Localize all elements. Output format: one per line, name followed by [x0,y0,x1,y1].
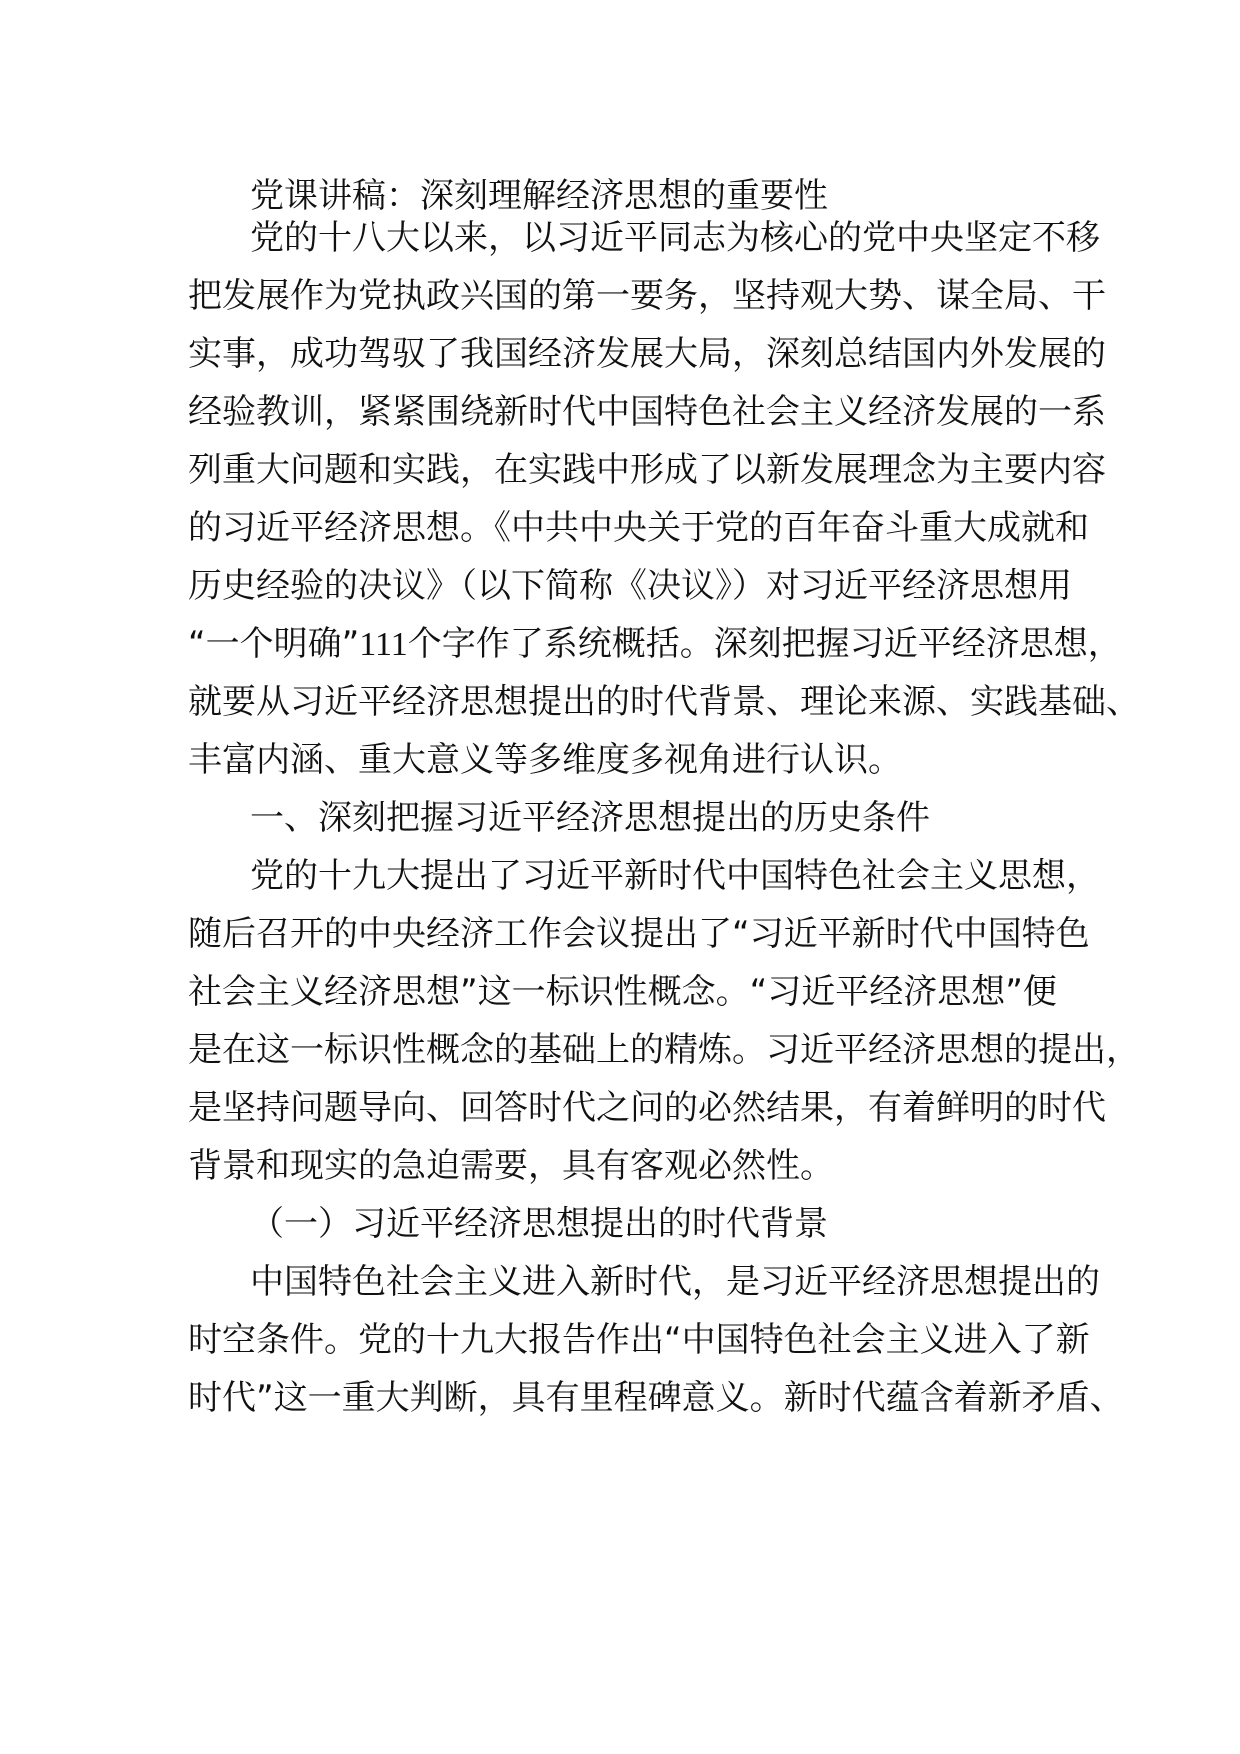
paragraph-line: 实事，成功驾驭了我国经济发展大局，深刻总结国内外发展的 [188,334,1106,374]
paragraph-line: 是在这一标识性概念的基础上的精炼。习近平经济思想的提出， [188,1030,1140,1070]
paragraph-line: 丰富内涵、重大意义等多维度多视角进行认识。 [188,740,902,780]
paragraph-line: 党的十九大提出了习近平新时代中国特色社会主义思想， [250,856,1100,896]
paragraph-line: 背景和现实的急迫需要，具有客观必然性。 [188,1146,834,1186]
paragraph-line: 随后召开的中央经济工作会议提出了“习近平新时代中国特色 [188,914,1090,954]
paragraph-line-rest: 个字作了系统概括。深刻把握习近平经济思想， [407,624,1122,664]
paragraph-line: 社会主义经济思想”这一标识性概念。“习近平经济思想”便 [188,972,1057,1012]
paragraph-line: 就要从习近平经济思想提出的时代背景、理论来源、实践基础、 [188,682,1140,722]
number-text: 111 [359,626,408,663]
section-heading: 一、深刻把握习近平经济思想提出的历史条件 [250,798,930,838]
paragraph-line [188,624,1122,665]
paragraph-line: 是坚持问题导向、回答时代之问的必然结果，有着鲜明的时代 [188,1088,1106,1128]
paragraph-line: 时代”这一重大判断，具有里程碑意义。新时代蕴含着新矛盾、 [188,1378,1124,1418]
paragraph-line: 党的十八大以来，以习近平同志为核心的党中央坚定不移 [250,218,1100,258]
paragraph-line: 经验教训，紧紧围绕新时代中国特色社会主义经济发展的一系 [188,392,1106,432]
paragraph-line: 时空条件。党的十九大报告作出“中国特色社会主义进入了新 [188,1320,1090,1360]
subsection-heading: （一）习近平经济思想提出的时代背景 [250,1204,828,1244]
paragraph-line: 列重大问题和实践，在实践中形成了以新发展理念为主要内容 [188,450,1106,490]
paragraph-line: 的习近平经济思想。《中共中央关于党的百年奋斗重大成就和 [188,508,1089,548]
quote-phrase: “一个明确” [188,624,360,664]
paragraph-line: 把发展作为党执政兴国的第一要务，坚持观大势、谋全局、干 [188,276,1106,316]
document-title: 党课讲稿：深刻理解经济思想的重要性 [250,176,828,216]
paragraph-line: 历史经验的决议》（以下简称《决议》）对习近平经济思想用 [188,566,1072,606]
paragraph-line: 中国特色社会主义进入新时代，是习近平经济思想提出的 [250,1262,1100,1302]
